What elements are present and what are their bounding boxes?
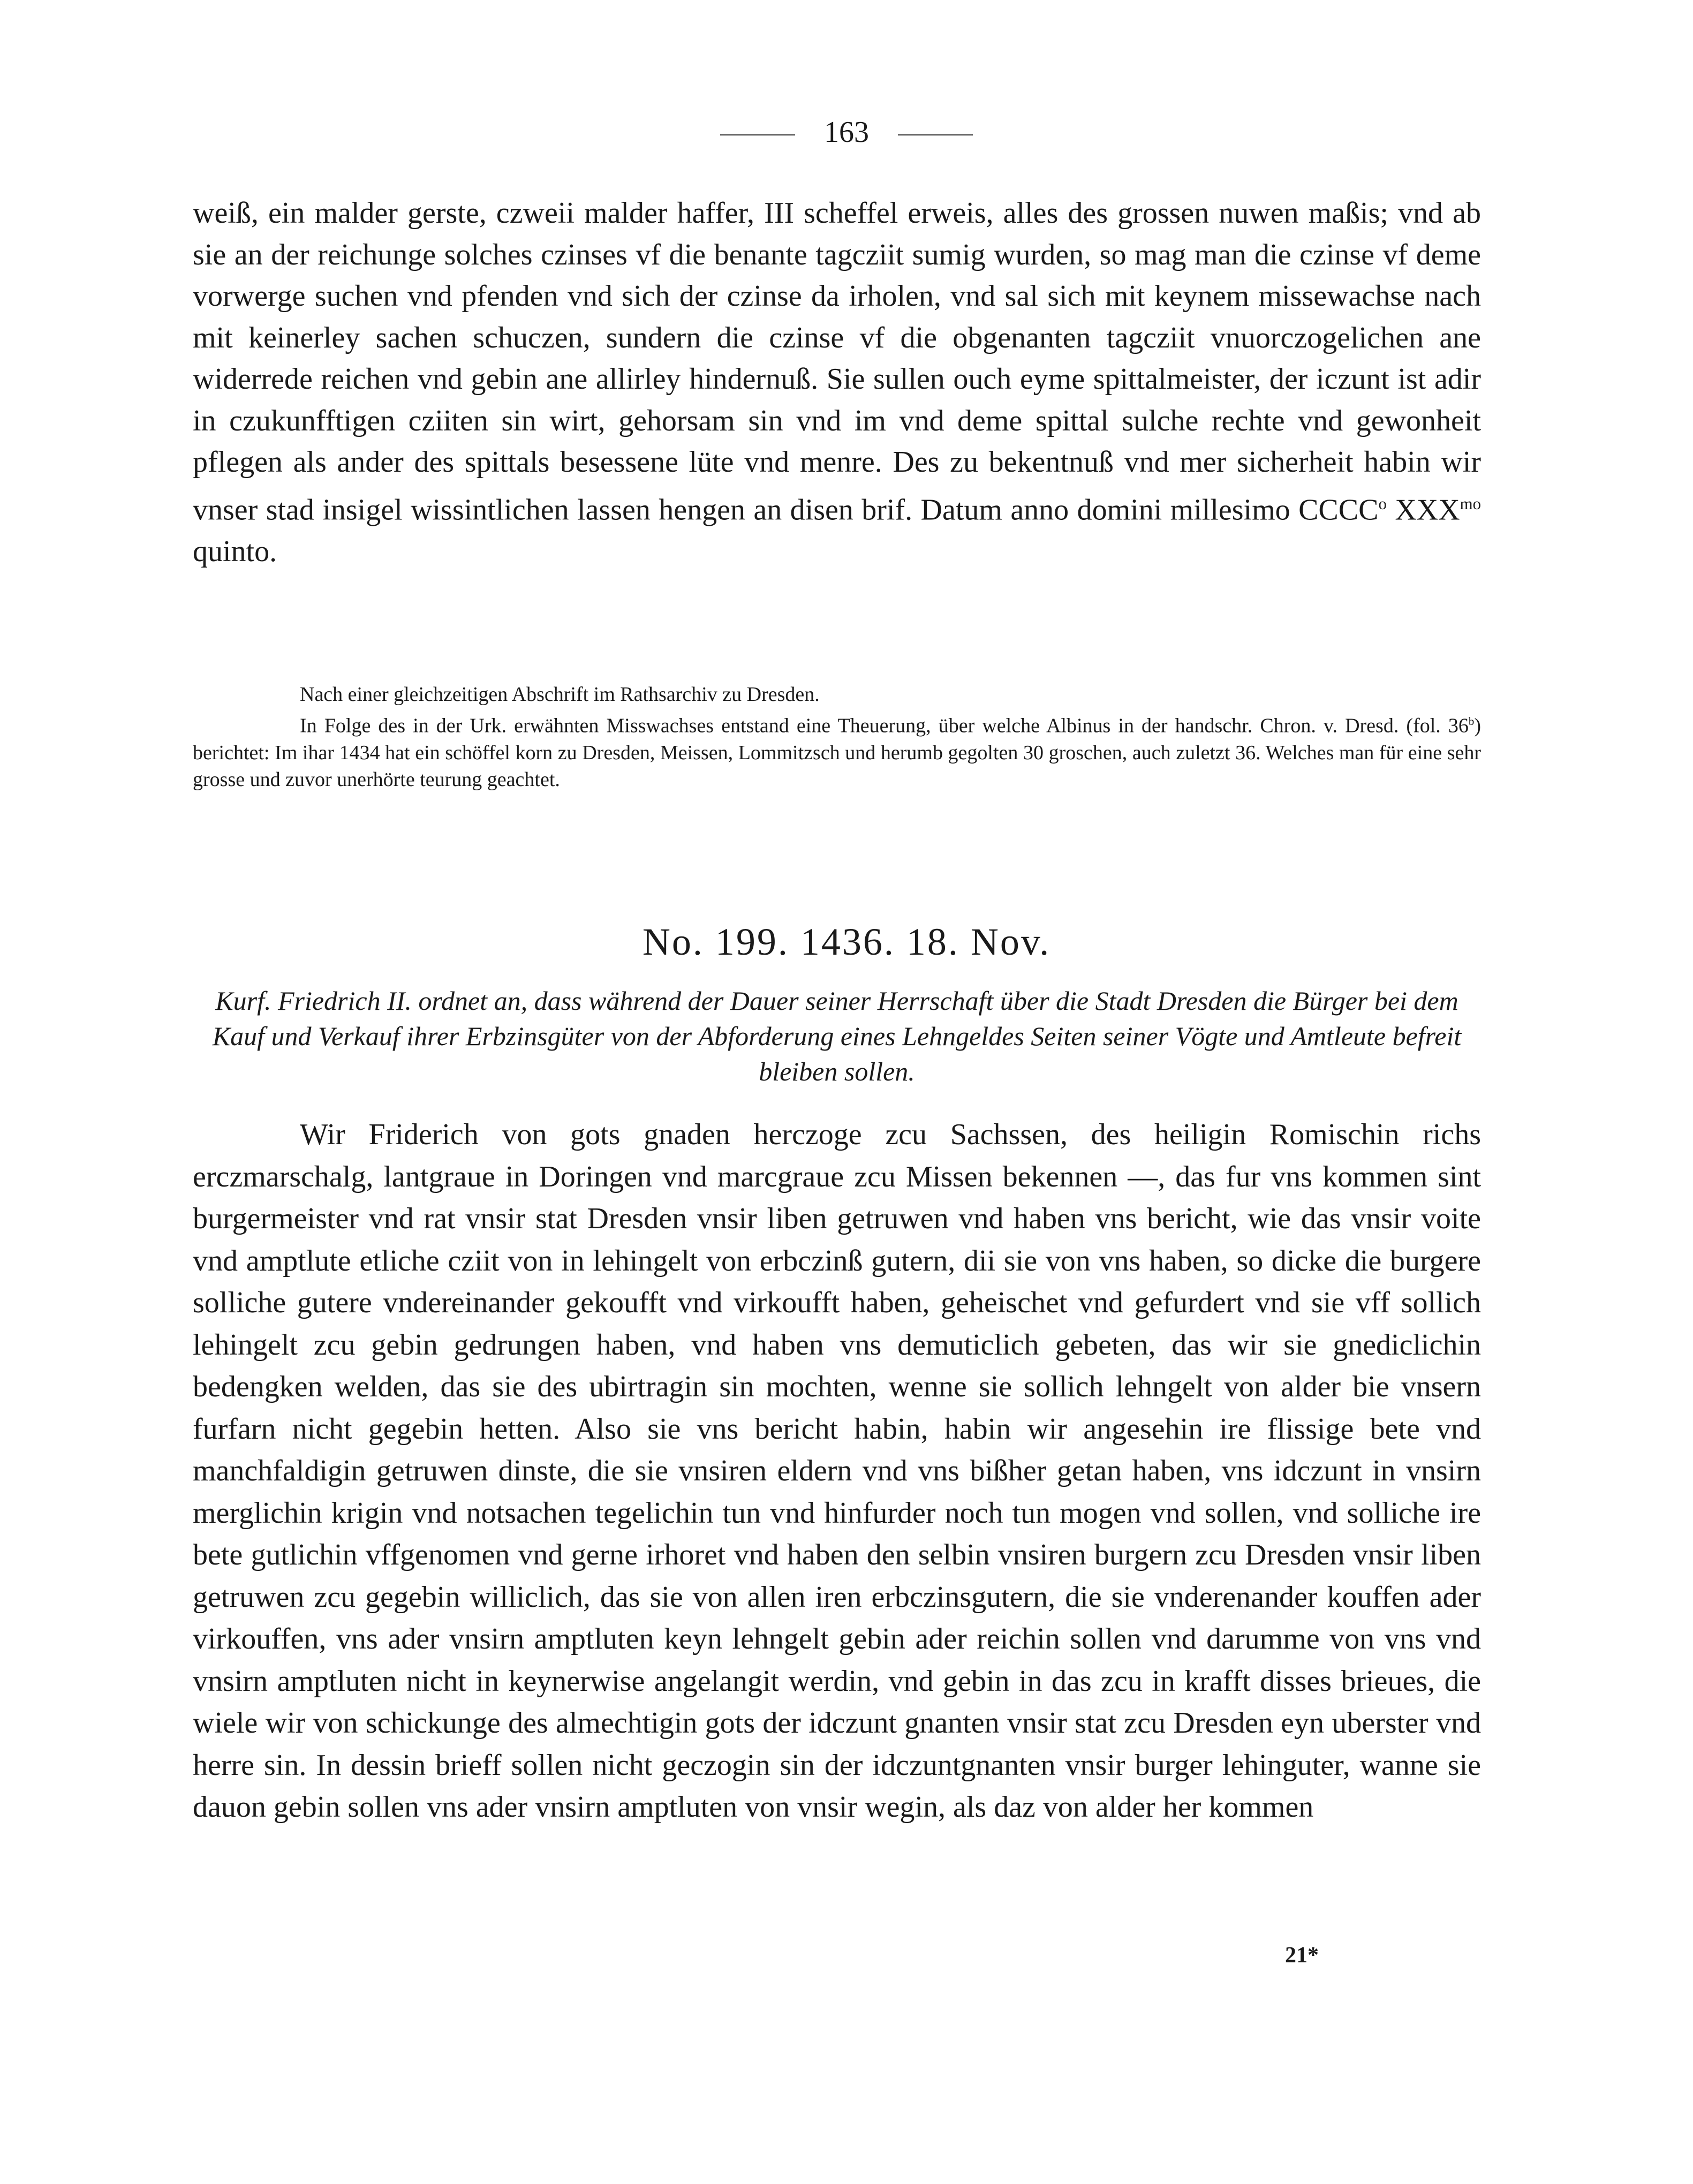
document-body bbox=[193, 1114, 1481, 1828]
page-number: 163 bbox=[824, 116, 869, 149]
continued-paragraph: weiß, ein malder gerste, czweii malder haffer, III scheffel erweis, alles des grossen nuwen maßis; vnd ab sie an der reichunge solches czinses vf die benante tagcziit sumig wurden, so mag man die czinse vf deme vorwerge suchen vnd pfenden vnd sich der czinse da irholen, vnd sal sich mit keynem missewachse nach mit keinerley sachen schuczen, sundern die czinse vf die obgenanten tagcziit vnuorczogelichen ane widerrede reichen vnd gebin ane allirley hindernuß. Sie sullen ouch eyme spittalmeister, der iczunt ist adir in czukunfftigen cziiten sin wirt, gehorsam sin vnd im vnd deme spittal sulche rechte vnd gewonheit pflegen als ander des spittals besessene lüte vnd menre. Des zu bekentnuß vnd mer sicherheit habin wir vnser stad insigel wissintlichen lassen hengen an disen brif. Datum anno domini millesimo CCCC$^o$ $XXX^{mo}$ quinto. bbox=[193, 197, 1481, 568]
body-paragraph: Wir Friderich von gots gnaden herczoge zcu Sachssen, des heiligin Romischin richs erczmarschalg, lantgraue in Doringen vnd marcgraue zcu Missen bekennen —, das fur vns kommen sint burgermeister vnd rat vnsir stat Dresden vnsir liben getruwen vnd haben vns bericht, wie das vnsir voite vnd amptlute etliche cziit von in lehingelt von erbczinß gutern, dii sie von vns haben, so dicke die burgere solliche gutere vndereinander gekoufft vnd virkoufft haben, geheischet vnd gefurdert vnd sie vff sollich lehingelt zcu gebin gedrungen haben, vnd haben vns demuticlich gebeten, das wir sie gnediclichin bedengken welden, das sie des ubirtragin sin mochten, wenne sie sollich lehngelt von alder bie vnsern furfarn nicht gegebin hetten. Also sie vns bericht habin, habin wir angesehin ire flissige bete vnd manchfaldigin getruwen dinste, die sie vnsiren eldern vnd vns bißher getan haben, vns idczunt in vnsirn merglichin krigin vnd notsachen tegelichin tun vnd hinfurder noch tun mogen vnd sollen, vnd solliche ire bete gutlichin vffgenomen vnd gerne irhoret vnd haben den selbin vnsiren burgern zcu Dresden vnsir liben getruwen zcu gegebin williclich, das sie von allen iren erbczinsgutern, die sie vnderenander kouffen ader virkouffen, vns ader vnsirn amptluten keyn lehngelt gebin ader reichin sollen vnd darumme von vns vnd vnsirn amptluten nicht in keynerwise angelangit werdin, vnd gebin in das zcu in krafft disses brieues, die wiele wir von schickunge des almechtigin gots der idczunt gnanten vnsir stat zcu Dresden eyn uberster vnd herre sin. In dessin brieff sollen nicht geczogin sin der idczuntgnanten vnsir burger lehinguter, wanne sie dauon gebin sollen vns ader vnsirn amptluten von vnsir wegin, als daz von alder her kommen bbox=[193, 1118, 1481, 1824]
source-note: Nach einer gleichzeitigen Abschrift im Rathsarchiv zu Dresden. bbox=[300, 683, 820, 706]
header-rule-right bbox=[898, 134, 973, 135]
sheet-signature: 21* bbox=[1285, 1943, 1319, 1968]
summary-text: Kurf. Friedrich II. ordnet an, dass während der Dauer seiner Herrschaft über die Stadt Dresden die Bürger bei dem Kauf und Verkauf ihrer Erbzinsgüter von der Abforderung eines Lehngeldes Seiten seiner Vögte und Amtleute befreit bleiben sollen. bbox=[212, 986, 1462, 1086]
page-header bbox=[0, 115, 1693, 149]
document-title: No. 199. 1436. 18. Nov. bbox=[642, 920, 1051, 963]
notes bbox=[193, 681, 1481, 793]
header-rule-left bbox=[720, 134, 795, 135]
continued-text bbox=[193, 193, 1481, 572]
document-summary bbox=[193, 983, 1481, 1089]
commentary-note: In Folge des in der Urk. erwähnten Misswachses entstand eine Theuerung, über welche Albinus in der handschr. Chron. v. Dresd. (fol. 36$^b$) berichtet: Im ihar 1434 hat ein schöffel korn zu Dresden, Meissen, Lommitzsch und herumb gegolten 30 groschen, auch zuletzt 36. Welches man für eine sehr grosse und zuvor unerhörte teurung geachtet. bbox=[193, 714, 1481, 791]
